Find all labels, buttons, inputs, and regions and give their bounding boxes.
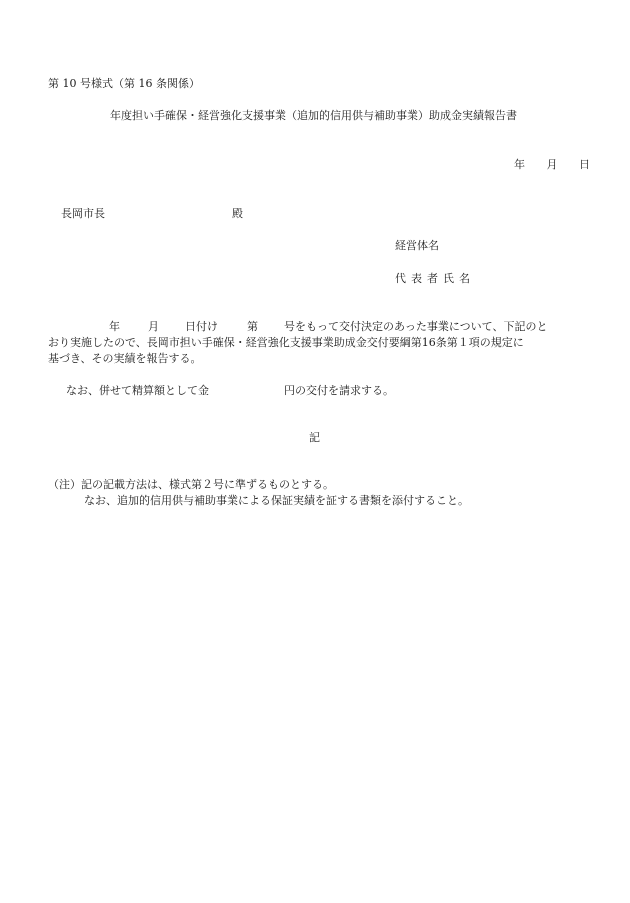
note-line-1: （注）記の記載方法は、様式第２号に準ずるものとする。 [48,478,334,491]
body-paragraph-line-2: おり実施したので、長岡市担い手確保・経営強化支援事業助成金交付要綱第16条第１項の規定に [48,336,524,349]
addressee-name: 長岡市長 [61,207,105,220]
request-suffix: 円の交付を請求する。 [284,384,394,397]
date-day-label: 日 [579,158,590,171]
document-title: 年度担い手確保・経営強化支援事業（追加的信用供与補助事業）助成金実績報告書 [110,109,517,122]
note-line-2: なお、追加的信用供与補助事業による保証実績を証する書類を添付すること。 [84,494,469,507]
body-paragraph-line-3: 基づき、その実績を報告する。 [48,352,202,365]
body-month-label: 月 [148,320,159,333]
date-year-label: 年 [514,158,525,171]
request-prefix: なお、併せて精算額として金 [66,384,209,397]
business-name-label: 経営体名 [395,239,439,252]
addressee-honorific: 殿 [232,207,243,220]
date-month-label: 月 [546,158,558,171]
body-dated-label: 日付け [185,320,218,333]
ki-heading: 記 [309,431,320,444]
body-line1-rest: 号をもって交付決定のあった事業について、下記のと [284,320,548,333]
form-number: 第 10 号様式（第 16 条関係） [48,77,200,90]
representative-name-label: 代表者氏名 [395,272,475,285]
body-dai-label: 第 [247,320,258,333]
date-line [514,157,590,172]
body-year-label: 年 [109,320,120,333]
